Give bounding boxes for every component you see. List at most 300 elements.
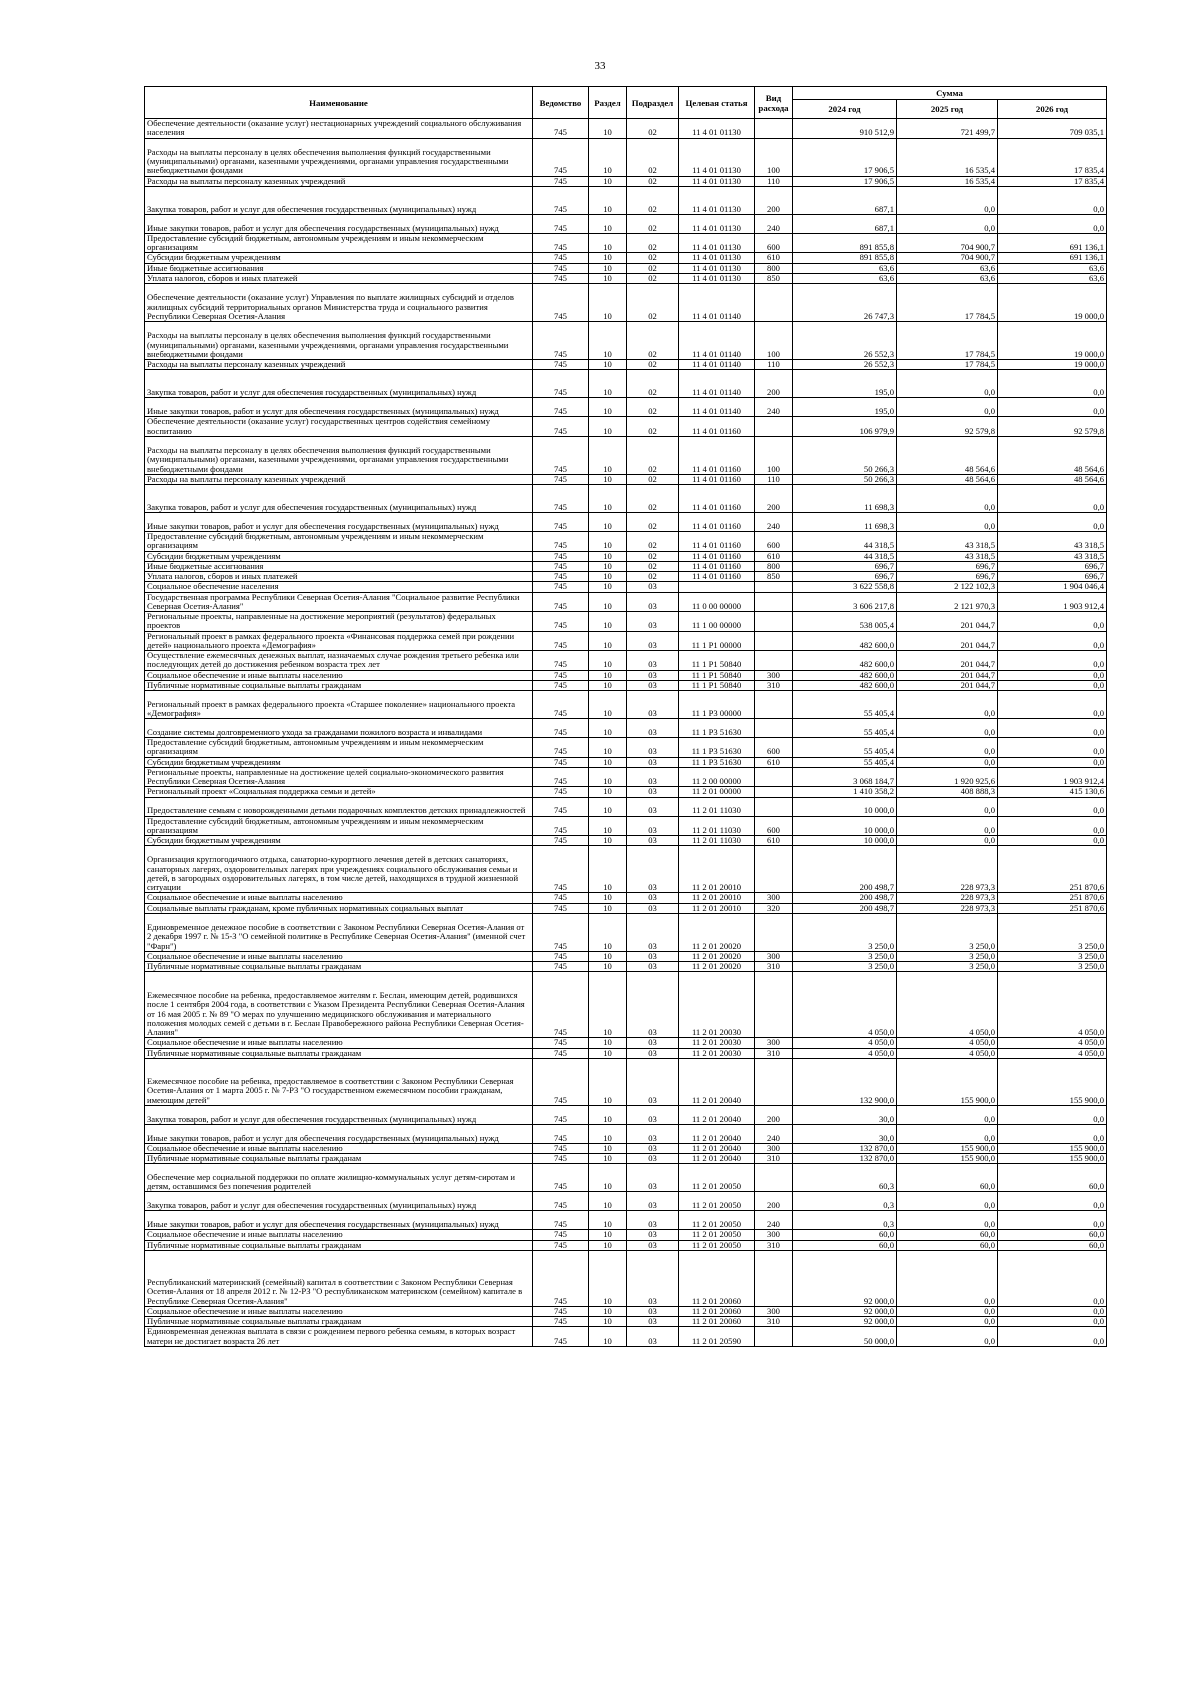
cell-podrazdel: 02 (627, 119, 679, 139)
cell-name: Расходы на выплаты персоналу в целях обеспечения выполнения функций государственными (муниципальными) органами, казенными учреждениями, органами управления государственными внебюджетными фондами (145, 322, 533, 360)
cell-sum-2024: 482 600,0 (793, 631, 897, 651)
cell-sum-2026: 0,0 (998, 757, 1107, 767)
cell-podrazdel: 03 (627, 670, 679, 680)
cell-celevaya-statya: 11 2 01 20040 (679, 1143, 755, 1153)
cell-razdel: 10 (589, 816, 627, 836)
cell-celevaya-statya: 11 2 01 20050 (679, 1164, 755, 1192)
table-row (145, 1058, 1107, 1105)
cell-vedomstvo: 745 (533, 214, 589, 233)
cell-vedomstvo: 745 (533, 233, 589, 253)
cell-name: Субсидии бюджетным учреждениям (145, 757, 533, 767)
cell-vedomstvo: 745 (533, 370, 589, 398)
cell-vid-rashoda: 240 (755, 1211, 793, 1230)
cell-sum-2025: 4 050,0 (897, 1048, 998, 1058)
cell-celevaya-statya: 11 2 01 20040 (679, 1105, 755, 1124)
cell-celevaya-statya: 11 4 01 01160 (679, 532, 755, 552)
cell-sum-2024: 1 410 358,2 (793, 787, 897, 797)
cell-sum-2024: 44 318,5 (793, 532, 897, 552)
cell-razdel: 10 (589, 138, 627, 176)
cell-sum-2024: 3 250,0 (793, 913, 897, 951)
table-header (145, 87, 1107, 119)
cell-vedomstvo: 745 (533, 322, 589, 360)
cell-celevaya-statya: 11 2 01 20010 (679, 846, 755, 893)
cell-razdel: 10 (589, 1105, 627, 1124)
cell-razdel: 10 (589, 513, 627, 532)
cell-vid-rashoda: 200 (755, 1105, 793, 1124)
table-row (145, 592, 1107, 612)
cell-podrazdel: 03 (627, 972, 679, 1038)
cell-sum-2024: 50 266,3 (793, 436, 897, 474)
col-header-2024: 2024 год (793, 100, 897, 119)
cell-sum-2025: 0,0 (897, 398, 998, 417)
cell-podrazdel: 03 (627, 680, 679, 690)
table-row (145, 214, 1107, 233)
cell-vid-rashoda (755, 592, 793, 612)
cell-vedomstvo: 745 (533, 738, 589, 758)
table-row (145, 738, 1107, 758)
col-header-razdel: Раздел (589, 87, 627, 119)
cell-razdel: 10 (589, 962, 627, 972)
cell-vid-rashoda (755, 797, 793, 816)
cell-razdel: 10 (589, 398, 627, 417)
table-row (145, 836, 1107, 846)
cell-name: Предоставление субсидий бюджетным, автономным учреждениям и иным некоммерческим организациям (145, 738, 533, 758)
cell-razdel: 10 (589, 1124, 627, 1143)
cell-vid-rashoda: 300 (755, 1038, 793, 1048)
cell-celevaya-statya: 11 4 01 01160 (679, 561, 755, 571)
cell-sum-2026: 60,0 (998, 1240, 1107, 1250)
cell-vedomstvo: 745 (533, 1211, 589, 1230)
cell-celevaya-statya: 11 4 01 01130 (679, 119, 755, 139)
cell-vedomstvo: 745 (533, 532, 589, 552)
cell-razdel: 10 (589, 1211, 627, 1230)
cell-celevaya-statya: 11 2 01 20020 (679, 913, 755, 951)
cell-vid-rashoda: 310 (755, 680, 793, 690)
col-header-2025: 2025 год (897, 100, 998, 119)
table-row (145, 513, 1107, 532)
cell-vedomstvo: 745 (533, 972, 589, 1038)
cell-sum-2024: 60,0 (793, 1240, 897, 1250)
cell-sum-2024: 106 979,9 (793, 417, 897, 437)
table-row (145, 284, 1107, 322)
cell-name: Иные закупки товаров, работ и услуг для обеспечения государственных (муниципальных) нужд (145, 1211, 533, 1230)
cell-sum-2024: 60,3 (793, 1164, 897, 1192)
cell-podrazdel: 03 (627, 757, 679, 767)
cell-podrazdel: 02 (627, 273, 679, 283)
cell-sum-2024: 538 005,4 (793, 612, 897, 632)
table-row (145, 612, 1107, 632)
cell-sum-2026: 0,0 (998, 816, 1107, 836)
table-row (145, 436, 1107, 474)
cell-sum-2026: 0,0 (998, 1105, 1107, 1124)
cell-sum-2024: 910 512,9 (793, 119, 897, 139)
cell-name: Публичные нормативные социальные выплаты гражданам (145, 962, 533, 972)
cell-sum-2024: 200 498,7 (793, 903, 897, 913)
cell-vid-rashoda: 800 (755, 561, 793, 571)
cell-vedomstvo: 745 (533, 1143, 589, 1153)
cell-sum-2025: 16 535,4 (897, 176, 998, 186)
cell-name: Расходы на выплаты персоналу казенных учреждений (145, 176, 533, 186)
cell-vedomstvo: 745 (533, 253, 589, 263)
table-row (145, 893, 1107, 903)
cell-vid-rashoda: 600 (755, 738, 793, 758)
cell-vedomstvo: 745 (533, 631, 589, 651)
cell-sum-2024: 55 405,4 (793, 738, 897, 758)
cell-sum-2026: 43 318,5 (998, 551, 1107, 561)
cell-name: Иные бюджетные ассигнования (145, 263, 533, 273)
cell-name: Субсидии бюджетным учреждениям (145, 836, 533, 846)
cell-razdel: 10 (589, 1038, 627, 1048)
cell-podrazdel: 03 (627, 1143, 679, 1153)
cell-razdel: 10 (589, 1058, 627, 1105)
cell-podrazdel: 03 (627, 1164, 679, 1192)
cell-sum-2024: 63,6 (793, 273, 897, 283)
cell-celevaya-statya: 11 2 01 20030 (679, 1038, 755, 1048)
cell-vid-rashoda: 610 (755, 757, 793, 767)
table-row (145, 417, 1107, 437)
cell-podrazdel: 02 (627, 474, 679, 484)
cell-vedomstvo: 745 (533, 572, 589, 582)
cell-celevaya-statya: 11 1 P1 00000 (679, 631, 755, 651)
cell-razdel: 10 (589, 284, 627, 322)
cell-razdel: 10 (589, 214, 627, 233)
cell-celevaya-statya: 11 2 01 20020 (679, 962, 755, 972)
cell-vedomstvo: 745 (533, 1317, 589, 1327)
table-row (145, 233, 1107, 253)
cell-celevaya-statya: 11 4 01 01130 (679, 263, 755, 273)
col-header-summa: Сумма (793, 87, 1107, 100)
cell-vid-rashoda: 100 (755, 322, 793, 360)
cell-celevaya-statya: 11 4 01 01140 (679, 322, 755, 360)
cell-podrazdel: 03 (627, 903, 679, 913)
cell-sum-2025: 0,0 (897, 513, 998, 532)
cell-podrazdel: 03 (627, 1211, 679, 1230)
cell-sum-2024: 10 000,0 (793, 836, 897, 846)
cell-vedomstvo: 745 (533, 787, 589, 797)
cell-celevaya-statya: 11 2 01 20590 (679, 1327, 755, 1347)
cell-vedomstvo: 745 (533, 138, 589, 176)
cell-celevaya-statya: 11 2 01 11030 (679, 797, 755, 816)
cell-sum-2025: 17 784,5 (897, 360, 998, 370)
cell-name: Закупка товаров, работ и услуг для обеспечения государственных (муниципальных) нужд (145, 186, 533, 214)
cell-sum-2024: 26 747,3 (793, 284, 897, 322)
table-row (145, 680, 1107, 690)
cell-sum-2025: 228 973,3 (897, 893, 998, 903)
cell-sum-2026: 1 903 912,4 (998, 767, 1107, 787)
cell-podrazdel: 03 (627, 738, 679, 758)
cell-name: Обеспечение деятельности (оказание услуг) нестационарных учреждений социального обслуживания населения (145, 119, 533, 139)
cell-name: Иные закупки товаров, работ и услуг для обеспечения государственных (муниципальных) нужд (145, 398, 533, 417)
cell-name: Иные закупки товаров, работ и услуг для обеспечения государственных (муниципальных) нужд (145, 1124, 533, 1143)
cell-sum-2025: 17 784,5 (897, 284, 998, 322)
cell-vid-rashoda (755, 972, 793, 1038)
cell-vid-rashoda (755, 1164, 793, 1192)
cell-sum-2025: 704 900,7 (897, 253, 998, 263)
cell-celevaya-statya: 11 4 01 01130 (679, 214, 755, 233)
cell-razdel: 10 (589, 738, 627, 758)
cell-name: Осуществление ежемесячных денежных выплат, назначаемых случае рождения третьего ребенка или последующих детей до достижения ребенком возраста трех лет (145, 651, 533, 671)
cell-name: Закупка товаров, работ и услуг для обеспечения государственных (муниципальных) нужд (145, 370, 533, 398)
cell-razdel: 10 (589, 1327, 627, 1347)
cell-podrazdel: 03 (627, 1317, 679, 1327)
cell-celevaya-statya: 11 2 01 20010 (679, 893, 755, 903)
cell-podrazdel: 02 (627, 233, 679, 253)
table-row (145, 962, 1107, 972)
cell-sum-2024: 26 552,3 (793, 322, 897, 360)
cell-name: Социальное обеспечение и иные выплаты населению (145, 951, 533, 961)
table-row (145, 903, 1107, 913)
cell-vid-rashoda (755, 767, 793, 787)
cell-celevaya-statya: 11 4 01 01160 (679, 474, 755, 484)
table-row (145, 1211, 1107, 1230)
cell-sum-2024: 55 405,4 (793, 691, 897, 719)
cell-sum-2025: 155 900,0 (897, 1154, 998, 1164)
cell-podrazdel: 02 (627, 417, 679, 437)
cell-sum-2025: 0,0 (897, 1211, 998, 1230)
cell-name: Обеспечение мер социальной поддержки по оплате жилищно-коммунальных услуг детям-сиротам и детям, оставшимся без попечения родителей (145, 1164, 533, 1192)
cell-vedomstvo: 745 (533, 284, 589, 322)
cell-sum-2025: 2 122 102,3 (897, 582, 998, 592)
cell-celevaya-statya: 11 4 01 01160 (679, 417, 755, 437)
cell-sum-2026: 48 564,6 (998, 436, 1107, 474)
table-row (145, 846, 1107, 893)
table-row (145, 532, 1107, 552)
cell-sum-2025: 0,0 (897, 1250, 998, 1306)
cell-sum-2026: 0,0 (998, 1192, 1107, 1211)
cell-sum-2024: 92 000,0 (793, 1317, 897, 1327)
cell-sum-2026: 43 318,5 (998, 532, 1107, 552)
cell-name: Региональные проекты, направленные на достижение мероприятий (результатов) федеральных проектов (145, 612, 533, 632)
cell-celevaya-statya: 11 4 01 01160 (679, 551, 755, 561)
cell-razdel: 10 (589, 846, 627, 893)
cell-sum-2026: 251 870,6 (998, 903, 1107, 913)
cell-razdel: 10 (589, 1192, 627, 1211)
cell-sum-2024: 60,0 (793, 1230, 897, 1240)
cell-vedomstvo: 745 (533, 1230, 589, 1240)
cell-sum-2025: 48 564,6 (897, 474, 998, 484)
cell-sum-2024: 92 000,0 (793, 1306, 897, 1316)
cell-sum-2026: 0,0 (998, 680, 1107, 690)
cell-sum-2025: 3 250,0 (897, 962, 998, 972)
cell-sum-2026: 60,0 (998, 1164, 1107, 1192)
cell-razdel: 10 (589, 572, 627, 582)
cell-vedomstvo: 745 (533, 474, 589, 484)
cell-name: Расходы на выплаты персоналу в целях обеспечения выполнения функций государственными (муниципальными) органами, казенными учреждениями, органами управления государственными внебюджетными фондами (145, 138, 533, 176)
cell-name: Публичные нормативные социальные выплаты гражданам (145, 1317, 533, 1327)
col-header-name: Наименование (145, 87, 533, 119)
cell-vedomstvo: 745 (533, 186, 589, 214)
cell-sum-2026: 0,0 (998, 1124, 1107, 1143)
cell-name: Социальное обеспечение и иные выплаты населению (145, 1230, 533, 1240)
cell-sum-2026: 696,7 (998, 572, 1107, 582)
cell-sum-2026: 0,0 (998, 398, 1107, 417)
cell-celevaya-statya: 11 4 01 01130 (679, 253, 755, 263)
cell-name: Публичные нормативные социальные выплаты гражданам (145, 1154, 533, 1164)
cell-celevaya-statya: 11 4 01 01130 (679, 233, 755, 253)
cell-name: Закупка товаров, работ и услуг для обеспечения государственных (муниципальных) нужд (145, 1105, 533, 1124)
cell-celevaya-statya: 11 2 01 20050 (679, 1230, 755, 1240)
cell-name: Социальное обеспечение и иные выплаты населению (145, 1038, 533, 1048)
table-row (145, 186, 1107, 214)
cell-sum-2025: 721 499,7 (897, 119, 998, 139)
cell-sum-2025: 0,0 (897, 1327, 998, 1347)
cell-sum-2024: 687,1 (793, 214, 897, 233)
cell-vid-rashoda (755, 787, 793, 797)
cell-vid-rashoda (755, 612, 793, 632)
cell-name: Организация круглогодичного отдыха, санаторно-курортного лечения детей в детских санаториях, санаторных лагерях, оздоровительных лагерях при учреждениях социального обслуживания семьи и детей, в загородных оздоровительных лагерях, в том числе детей, находящихся в трудной жизненной ситуации (145, 846, 533, 893)
cell-podrazdel: 02 (627, 360, 679, 370)
cell-celevaya-statya: 11 2 01 20050 (679, 1192, 755, 1211)
col-header-2026: 2026 год (998, 100, 1107, 119)
cell-sum-2025: 0,0 (897, 797, 998, 816)
cell-name: Публичные нормативные социальные выплаты гражданам (145, 1240, 533, 1250)
table-row (145, 1317, 1107, 1327)
cell-sum-2024: 482 600,0 (793, 680, 897, 690)
cell-vid-rashoda (755, 1250, 793, 1306)
cell-sum-2024: 50 266,3 (793, 474, 897, 484)
cell-razdel: 10 (589, 370, 627, 398)
table-row (145, 1192, 1107, 1211)
cell-sum-2026: 251 870,6 (998, 846, 1107, 893)
cell-podrazdel: 03 (627, 836, 679, 846)
cell-vedomstvo: 745 (533, 360, 589, 370)
cell-vid-rashoda: 110 (755, 176, 793, 186)
cell-vedomstvo: 745 (533, 513, 589, 532)
cell-vedomstvo: 745 (533, 1058, 589, 1105)
cell-podrazdel: 03 (627, 1124, 679, 1143)
cell-sum-2024: 696,7 (793, 572, 897, 582)
cell-podrazdel: 02 (627, 436, 679, 474)
cell-razdel: 10 (589, 417, 627, 437)
cell-sum-2026: 155 900,0 (998, 1154, 1107, 1164)
cell-name: Расходы на выплаты персоналу казенных учреждений (145, 360, 533, 370)
cell-podrazdel: 02 (627, 513, 679, 532)
cell-sum-2026: 696,7 (998, 561, 1107, 571)
cell-sum-2024: 0,3 (793, 1192, 897, 1211)
cell-name: Иные закупки товаров, работ и услуг для обеспечения государственных (муниципальных) нужд (145, 513, 533, 532)
cell-sum-2026: 0,0 (998, 1306, 1107, 1316)
cell-razdel: 10 (589, 680, 627, 690)
cell-sum-2024: 482 600,0 (793, 651, 897, 671)
cell-name: Социальное обеспечение и иные выплаты населению (145, 670, 533, 680)
cell-name: Иные бюджетные ассигнования (145, 561, 533, 571)
cell-podrazdel: 02 (627, 138, 679, 176)
cell-vid-rashoda (755, 417, 793, 437)
cell-sum-2026: 17 835,4 (998, 176, 1107, 186)
cell-sum-2026: 63,6 (998, 273, 1107, 283)
cell-podrazdel: 03 (627, 797, 679, 816)
cell-name: Социальное обеспечение населения (145, 582, 533, 592)
cell-name: Социальное обеспечение и иные выплаты населению (145, 893, 533, 903)
cell-celevaya-statya: 11 4 01 01140 (679, 370, 755, 398)
cell-name: Региональный проект «Социальная поддержка семьи и детей» (145, 787, 533, 797)
table-row (145, 322, 1107, 360)
table-row (145, 1048, 1107, 1058)
table-row (145, 787, 1107, 797)
cell-razdel: 10 (589, 322, 627, 360)
cell-podrazdel: 03 (627, 1038, 679, 1048)
table-row (145, 1250, 1107, 1306)
table-row (145, 670, 1107, 680)
cell-celevaya-statya: 11 2 01 11030 (679, 836, 755, 846)
cell-sum-2025: 0,0 (897, 1105, 998, 1124)
table-row (145, 631, 1107, 651)
cell-vid-rashoda: 610 (755, 551, 793, 561)
cell-sum-2026: 155 900,0 (998, 1143, 1107, 1153)
cell-vedomstvo: 745 (533, 962, 589, 972)
cell-vedomstvo: 745 (533, 1240, 589, 1250)
cell-celevaya-statya: 11 2 01 00000 (679, 787, 755, 797)
cell-sum-2024: 50 000,0 (793, 1327, 897, 1347)
cell-razdel: 10 (589, 1240, 627, 1250)
cell-vid-rashoda: 800 (755, 263, 793, 273)
cell-vedomstvo: 745 (533, 1327, 589, 1347)
cell-sum-2024: 891 855,8 (793, 253, 897, 263)
cell-vedomstvo: 745 (533, 913, 589, 951)
cell-sum-2026: 4 050,0 (998, 1048, 1107, 1058)
cell-vid-rashoda (755, 582, 793, 592)
cell-razdel: 10 (589, 670, 627, 680)
cell-celevaya-statya: 11 2 01 20060 (679, 1317, 755, 1327)
cell-sum-2025: 4 050,0 (897, 972, 998, 1038)
cell-sum-2025: 696,7 (897, 561, 998, 571)
cell-vedomstvo: 745 (533, 797, 589, 816)
cell-podrazdel: 03 (627, 846, 679, 893)
cell-name: Расходы на выплаты персоналу казенных учреждений (145, 474, 533, 484)
cell-sum-2026: 0,0 (998, 370, 1107, 398)
cell-vid-rashoda: 610 (755, 836, 793, 846)
table-row (145, 1143, 1107, 1153)
cell-sum-2024: 4 050,0 (793, 972, 897, 1038)
cell-celevaya-statya: 11 2 01 20020 (679, 951, 755, 961)
cell-vedomstvo: 745 (533, 757, 589, 767)
cell-podrazdel: 03 (627, 691, 679, 719)
cell-sum-2025: 155 900,0 (897, 1058, 998, 1105)
cell-sum-2026: 0,0 (998, 513, 1107, 532)
cell-vedomstvo: 745 (533, 1048, 589, 1058)
cell-vid-rashoda: 600 (755, 532, 793, 552)
cell-name: Единовременное денежное пособие в соответствии с Законом Республики Северная Осетия-Алания от 2 декабря 1997 г. № 15-З "О семейной политике в Республике Северная Осетия-Алания" (именной счет "Фарн") (145, 913, 533, 951)
table-row (145, 1154, 1107, 1164)
cell-podrazdel: 03 (627, 767, 679, 787)
cell-vedomstvo: 745 (533, 1306, 589, 1316)
cell-name: Иные закупки товаров, работ и услуг для обеспечения государственных (муниципальных) нужд (145, 214, 533, 233)
cell-vedomstvo: 745 (533, 398, 589, 417)
cell-sum-2025: 0,0 (897, 1124, 998, 1143)
cell-vid-rashoda: 300 (755, 1306, 793, 1316)
cell-sum-2026: 0,0 (998, 719, 1107, 738)
cell-podrazdel: 03 (627, 592, 679, 612)
cell-sum-2024: 17 906,5 (793, 176, 897, 186)
cell-celevaya-statya: 11 4 01 01140 (679, 360, 755, 370)
table-row (145, 1164, 1107, 1192)
cell-sum-2025: 0,0 (897, 370, 998, 398)
page-number: 33 (594, 60, 606, 72)
cell-vid-rashoda (755, 719, 793, 738)
cell-sum-2025: 43 318,5 (897, 551, 998, 561)
cell-sum-2026: 0,0 (998, 1317, 1107, 1327)
cell-vedomstvo: 745 (533, 719, 589, 738)
table-row (145, 972, 1107, 1038)
cell-razdel: 10 (589, 1164, 627, 1192)
table-row (145, 485, 1107, 513)
table-row (145, 951, 1107, 961)
cell-sum-2025: 43 318,5 (897, 532, 998, 552)
cell-sum-2025: 3 250,0 (897, 951, 998, 961)
cell-podrazdel: 02 (627, 572, 679, 582)
cell-celevaya-statya: 11 1 P1 50840 (679, 680, 755, 690)
cell-vid-rashoda: 200 (755, 186, 793, 214)
